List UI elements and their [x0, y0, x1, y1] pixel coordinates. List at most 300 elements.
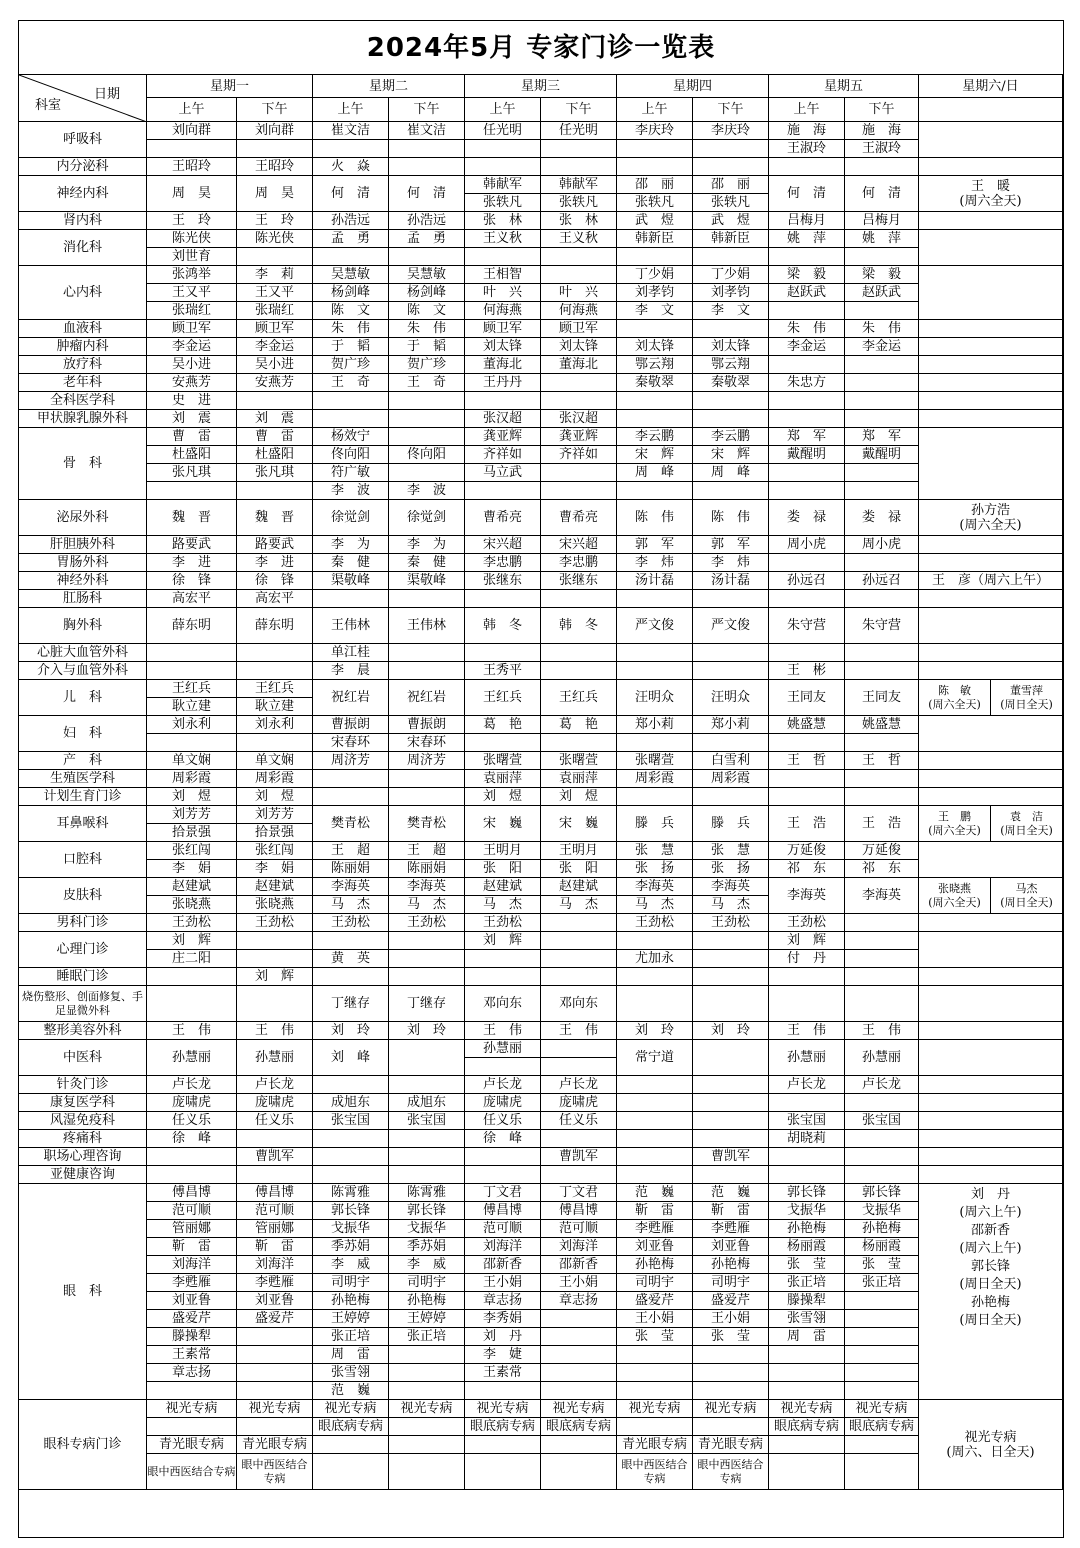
schedule-cell	[617, 788, 693, 806]
weekend-cell: 马杰 (周日全天)	[991, 878, 1063, 914]
schedule-cell: 杨丽霞	[769, 1238, 845, 1256]
schedule-cell: 孙艳梅	[845, 1220, 919, 1238]
schedule-cell	[313, 968, 389, 986]
schedule-cell: 马 杰	[313, 896, 389, 914]
schedule-cell: 张 莹	[617, 1328, 693, 1346]
schedule-cell: 韩新臣	[617, 230, 693, 248]
schedule-cell: 王 哲	[845, 752, 919, 770]
pm-header: 下午	[693, 98, 769, 122]
schedule-cell: 庞啸虎	[465, 1094, 541, 1112]
page-title: 2024年5月 专家门诊一览表	[19, 21, 1063, 75]
schedule-cell	[147, 968, 237, 986]
schedule-cell	[389, 1130, 465, 1148]
weekend-eye-line: 孙艳梅	[970, 1295, 1010, 1310]
schedule-cell: 王 彬	[769, 662, 845, 680]
schedule-cell: 丁继存	[389, 986, 465, 1022]
schedule-cell	[313, 140, 389, 158]
schedule-cell: 张 林	[541, 212, 617, 230]
schedule-cell: 王丹丹	[465, 374, 541, 392]
schedule-cell: 李金运	[845, 338, 919, 356]
schedule-cell: 任光明	[541, 122, 617, 140]
schedule-cell	[617, 968, 693, 986]
schedule-cell: 章志扬	[541, 1292, 617, 1310]
schedule-cell	[845, 1382, 919, 1400]
weekend-cell: 袁 洁 (周日全天)	[991, 806, 1063, 842]
schedule-cell	[769, 248, 845, 266]
day-header: 星期一	[147, 75, 313, 98]
schedule-cell: 路要武	[237, 536, 313, 554]
schedule-cell: 王素常	[147, 1346, 237, 1364]
schedule-cell: 李海英	[845, 878, 919, 914]
weekend-cell: 陈 敏 (周六全天)	[919, 680, 991, 716]
schedule-cell: 眼底病专病	[313, 1418, 389, 1436]
schedule-cell: 孙慧丽	[237, 1040, 313, 1076]
schedule-cell: 王劲松	[769, 914, 845, 932]
schedule-cell: 尤加永	[617, 950, 693, 968]
schedule-cell	[465, 734, 541, 752]
schedule-cell	[693, 410, 769, 428]
schedule-cell	[617, 158, 693, 176]
schedule-cell: 韩 冬	[465, 608, 541, 644]
schedule-cell	[617, 1148, 693, 1166]
schedule-cell: 王秀平	[465, 662, 541, 680]
schedule-cell: 孙远召	[769, 572, 845, 590]
schedule-cell	[389, 410, 465, 428]
schedule-cell: 于 韬	[389, 338, 465, 356]
schedule-cell	[237, 482, 313, 500]
schedule-cell: 李 晨	[313, 662, 389, 680]
schedule-cell: 李 波	[389, 482, 465, 500]
schedule-cell: 宋春环	[313, 734, 389, 752]
schedule-cell: 韩新臣	[693, 230, 769, 248]
schedule-cell: 葛 艳	[465, 716, 541, 734]
schedule-cell: 李海英	[769, 878, 845, 914]
schedule-cell	[389, 662, 465, 680]
schedule-cell: 丁文君	[465, 1184, 541, 1202]
schedule-cell	[693, 734, 769, 752]
schedule-cell	[389, 140, 465, 158]
schedule-cell: 刘永利	[147, 716, 237, 734]
weekend-cell	[919, 1148, 1063, 1166]
schedule-cell	[389, 644, 465, 662]
schedule-cell: 李甦雁	[693, 1220, 769, 1238]
day-header: 星期二	[313, 75, 465, 98]
schedule-cell: 王劲松	[465, 914, 541, 932]
schedule-cell	[541, 1346, 617, 1364]
schedule-cell: 王 伟	[465, 1022, 541, 1040]
schedule-cell	[389, 770, 465, 788]
schedule-cell	[769, 644, 845, 662]
schedule-cell: 秦 健	[389, 554, 465, 572]
department-name: 计划生育门诊	[19, 788, 147, 806]
schedule-cell: 视光专病	[465, 1400, 541, 1418]
schedule-cell	[769, 410, 845, 428]
schedule-cell: 靳 雷	[617, 1202, 693, 1220]
department-name: 胸外科	[19, 608, 147, 644]
schedule-cell: 戈振华	[769, 1202, 845, 1220]
schedule-cell	[389, 1040, 465, 1076]
schedule-cell: 王 伟	[769, 1022, 845, 1040]
schedule-cell: 于 韬	[313, 338, 389, 356]
schedule-cell	[617, 1076, 693, 1094]
schedule-cell: 王劲松	[237, 914, 313, 932]
schedule-cell	[617, 392, 693, 410]
schedule-cell	[617, 1364, 693, 1382]
am-header: 上午	[313, 98, 389, 122]
schedule-cell: 孟 勇	[313, 230, 389, 248]
am-header: 上午	[465, 98, 541, 122]
schedule-cell: 崔文洁	[389, 122, 465, 140]
schedule-cell: 张轶凡	[465, 194, 541, 212]
schedule-cell: 曹振朗	[389, 716, 465, 734]
pm-header: 下午	[541, 98, 617, 122]
schedule-cell: 眼底病专病	[769, 1418, 845, 1436]
schedule-cell	[389, 1166, 465, 1184]
schedule-cell	[313, 248, 389, 266]
schedule-cell	[845, 770, 919, 788]
schedule-cell: 王昭玲	[237, 158, 313, 176]
schedule-cell: 王 伟	[541, 1022, 617, 1040]
schedule-cell: 王昭玲	[147, 158, 237, 176]
schedule-cell	[465, 482, 541, 500]
weekend-cell	[919, 770, 1063, 788]
schedule-cell	[147, 1382, 237, 1400]
department-name: 老年科	[19, 374, 147, 392]
department-name: 整形美容外科	[19, 1022, 147, 1040]
schedule-cell: 张 莹	[845, 1256, 919, 1274]
schedule-cell: 樊青松	[389, 806, 465, 842]
schedule-cell	[845, 410, 919, 428]
schedule-cell: 王 伟	[147, 1022, 237, 1040]
schedule-cell	[845, 788, 919, 806]
schedule-cell: 任义乐	[541, 1112, 617, 1130]
schedule-cell: 黄 英	[313, 950, 389, 968]
schedule-cell: 龚亚辉	[541, 428, 617, 446]
department-name: 康复医学科	[19, 1094, 147, 1112]
weekend-cell	[919, 716, 1063, 752]
department-name: 神经内科	[19, 176, 147, 212]
schedule-cell	[237, 932, 313, 950]
schedule-cell: 孙慧丽	[769, 1040, 845, 1076]
schedule-cell: 齐祥如	[465, 446, 541, 464]
schedule-cell: 周 雷	[313, 1346, 389, 1364]
schedule-cell	[541, 1364, 617, 1382]
schedule-cell: 王红兵	[237, 680, 313, 698]
schedule-cell	[147, 644, 237, 662]
schedule-cell: 渠敬峰	[313, 572, 389, 590]
schedule-cell: 张 阳	[465, 860, 541, 878]
weekend-cell	[919, 968, 1063, 986]
schedule-cell: 姚盛慧	[845, 716, 919, 734]
schedule-cell	[769, 356, 845, 374]
schedule-cell: 叶 兴	[541, 284, 617, 302]
schedule-cell: 管丽娜	[237, 1220, 313, 1238]
schedule-cell	[845, 374, 919, 392]
schedule-cell	[237, 1382, 313, 1400]
schedule-cell: 徐 锋	[147, 572, 237, 590]
schedule-cell: 傅昌博	[541, 1202, 617, 1220]
pm-header: 下午	[389, 98, 465, 122]
schedule-cell	[845, 1328, 919, 1346]
schedule-cell: 傅昌博	[237, 1184, 313, 1202]
schedule-cell: 龚亚辉	[465, 428, 541, 446]
schedule-cell	[845, 158, 919, 176]
department-name: 妇 科	[19, 716, 147, 752]
schedule-cell	[541, 1382, 617, 1400]
am-header: 上午	[147, 98, 237, 122]
schedule-cell: 王 超	[389, 842, 465, 860]
schedule-cell: 郑 军	[845, 428, 919, 446]
schedule-cell: 王 奇	[389, 374, 465, 392]
department-name: 肝胆胰外科	[19, 536, 147, 554]
schedule-cell: 单文娴	[237, 752, 313, 770]
pm-header: 下午	[237, 98, 313, 122]
weekend-cell: 孙方浩 (周六全天)	[919, 500, 1063, 536]
schedule-cell: 周济芳	[313, 752, 389, 770]
weekend-cell	[919, 590, 1063, 608]
schedule-cell: 刘芳芳	[237, 806, 313, 824]
weekend-eye-line: (周日全天)	[959, 1313, 1022, 1328]
schedule-cell: 张继东	[541, 572, 617, 590]
schedule-cell: 史 进	[147, 392, 237, 410]
schedule-cell: 孙艳梅	[769, 1220, 845, 1238]
schedule-cell	[465, 1454, 541, 1490]
schedule-cell: 祝红岩	[313, 680, 389, 716]
schedule-cell: 火 焱	[313, 158, 389, 176]
schedule-cell	[693, 1418, 769, 1436]
schedule-cell: 周济芳	[389, 752, 465, 770]
schedule-cell	[617, 1418, 693, 1436]
schedule-cell: 眼中西医结合专病	[617, 1454, 693, 1490]
schedule-cell: 耿立建	[237, 698, 313, 716]
schedule-cell: 王 玲	[237, 212, 313, 230]
schedule-cell: 杨剑峰	[389, 284, 465, 302]
schedule-cell: 刘 震	[237, 410, 313, 428]
schedule-cell: 姚 萍	[845, 230, 919, 248]
schedule-cell: 李甦雁	[147, 1274, 237, 1292]
schedule-cell: 张继东	[465, 572, 541, 590]
schedule-cell: 董海北	[465, 356, 541, 374]
schedule-cell: 郑小莉	[617, 716, 693, 734]
schedule-cell: 张瑞红	[147, 302, 237, 320]
weekend-cell	[919, 374, 1063, 392]
schedule-cell: 王同友	[845, 680, 919, 716]
schedule-cell: 赵建斌	[541, 878, 617, 896]
schedule-cell: 盛爱芹	[147, 1310, 237, 1328]
schedule-cell	[845, 1292, 919, 1310]
schedule-cell: 李 为	[389, 536, 465, 554]
schedule-cell: 刘太锋	[693, 338, 769, 356]
schedule-cell: 刘 辉	[147, 932, 237, 950]
schedule-cell	[845, 662, 919, 680]
weekend-cell	[919, 1076, 1063, 1094]
schedule-cell: 眼中西医结合专病	[237, 1454, 313, 1490]
schedule-cell	[769, 734, 845, 752]
schedule-cell: 张曙萱	[617, 752, 693, 770]
schedule-cell	[845, 392, 919, 410]
schedule-cell: 陈光侠	[147, 230, 237, 248]
department-name: 肛肠科	[19, 590, 147, 608]
schedule-cell: 傅昌博	[147, 1184, 237, 1202]
schedule-cell	[769, 302, 845, 320]
schedule-cell: 樊青松	[313, 806, 389, 842]
schedule-cell: 叶 兴	[465, 284, 541, 302]
schedule-cell: 刘 辉	[237, 968, 313, 986]
schedule-cell: 庞啸虎	[237, 1094, 313, 1112]
schedule-cell: 王伟林	[313, 608, 389, 644]
schedule-cell: 刘 辉	[465, 932, 541, 950]
schedule-cell	[237, 140, 313, 158]
schedule-cell: 杨丽霞	[845, 1238, 919, 1256]
weekend-cell	[919, 212, 1063, 230]
weekend-cell	[919, 1040, 1063, 1076]
schedule-cell: 王伟林	[389, 608, 465, 644]
weekend-eye-line: 郭长锋	[970, 1259, 1010, 1274]
weekend-cell	[919, 914, 1063, 932]
department-name: 胃肠外科	[19, 554, 147, 572]
schedule-cell: 高宏平	[237, 590, 313, 608]
department-name: 针灸门诊	[19, 1076, 147, 1094]
schedule-cell: 魏 晋	[147, 500, 237, 536]
schedule-cell: 张雪翎	[769, 1310, 845, 1328]
schedule-cell: 杨剑峰	[313, 284, 389, 302]
schedule-cell: 视光专病	[313, 1400, 389, 1418]
schedule-cell	[845, 1310, 919, 1328]
schedule-cell: 曹希亮	[465, 500, 541, 536]
schedule-cell	[845, 554, 919, 572]
department-name: 皮肤科	[19, 878, 147, 914]
schedule-cell: 刘 玲	[693, 1022, 769, 1040]
schedule-cell: 视光专病	[617, 1400, 693, 1418]
schedule-cell: 王婷婷	[389, 1310, 465, 1328]
schedule-cell: 徐 锋	[237, 572, 313, 590]
schedule-cell: 严文俊	[617, 608, 693, 644]
schedule-cell	[237, 950, 313, 968]
schedule-cell: 陈霄雅	[389, 1184, 465, 1202]
corner-dept-label: 科室	[35, 98, 62, 113]
schedule-cell	[237, 392, 313, 410]
weekend-cell: 张晓燕 (周六全天)	[919, 878, 991, 914]
day-header: 星期三	[465, 75, 617, 98]
schedule-cell	[693, 1364, 769, 1382]
schedule-cell: 李 进	[237, 554, 313, 572]
schedule-cell: 郑 军	[769, 428, 845, 446]
schedule-cell: 单文娴	[147, 752, 237, 770]
schedule-cell	[237, 1130, 313, 1148]
schedule-cell: 王红兵	[465, 680, 541, 716]
schedule-cell: 靳 雷	[237, 1238, 313, 1256]
weekend-cell	[919, 536, 1063, 554]
schedule-cell: 刘向群	[237, 122, 313, 140]
corner-date-label: 日期	[93, 87, 120, 102]
schedule-cell: 周小虎	[845, 536, 919, 554]
schedule-cell: 姚 萍	[769, 230, 845, 248]
schedule-cell: 王劲松	[389, 914, 465, 932]
schedule-cell	[617, 482, 693, 500]
weekend-cell	[919, 356, 1063, 374]
schedule-cell	[845, 968, 919, 986]
schedule-cell: 郭 军	[617, 536, 693, 554]
schedule-cell	[693, 1346, 769, 1364]
schedule-cell: 周彩霞	[693, 770, 769, 788]
department-name: 疼痛科	[19, 1130, 147, 1148]
schedule-cell: 崔文洁	[313, 122, 389, 140]
day-header: 星期六/日	[919, 75, 1063, 98]
schedule-cell: 邵 丽	[617, 176, 693, 194]
schedule-cell	[769, 1436, 845, 1454]
schedule-cell	[693, 320, 769, 338]
schedule-cell	[845, 482, 919, 500]
schedule-cell: 严文俊	[693, 608, 769, 644]
schedule-cell: 王 奇	[313, 374, 389, 392]
schedule-cell	[541, 1328, 617, 1346]
schedule-cell: 周 昊	[237, 176, 313, 212]
schedule-cell: 汪明众	[617, 680, 693, 716]
pm-header: 下午	[845, 98, 919, 122]
schedule-cell: 刘海洋	[237, 1256, 313, 1274]
schedule-cell: 周小虎	[769, 536, 845, 554]
schedule-table	[19, 75, 1063, 1537]
schedule-cell: 高宏平	[147, 590, 237, 608]
schedule-cell	[693, 1112, 769, 1130]
schedule-cell: 刘 玲	[617, 1022, 693, 1040]
schedule-cell: 张正培	[845, 1274, 919, 1292]
schedule-sheet	[18, 20, 1064, 1538]
weekend-cell: 王 暖 (周六全天)	[919, 176, 1063, 212]
schedule-cell	[541, 482, 617, 500]
schedule-cell	[313, 788, 389, 806]
schedule-cell	[693, 986, 769, 1022]
schedule-cell	[147, 986, 237, 1022]
schedule-cell: 曹振朗	[313, 716, 389, 734]
schedule-cell: 陈丽娟	[313, 860, 389, 878]
schedule-cell: 范可顺	[465, 1220, 541, 1238]
schedule-cell: 张鸿举	[147, 266, 237, 284]
schedule-cell	[541, 140, 617, 158]
schedule-cell: 王劲松	[147, 914, 237, 932]
schedule-cell: 张晓燕	[237, 896, 313, 914]
schedule-cell	[845, 1130, 919, 1148]
department-name: 生殖医学科	[19, 770, 147, 788]
schedule-cell: 张正培	[313, 1328, 389, 1346]
schedule-cell: 张轶凡	[617, 194, 693, 212]
weekend-cell	[919, 932, 1063, 968]
schedule-cell: 陈 文	[389, 302, 465, 320]
weekend-cell	[919, 428, 1063, 500]
schedule-cell	[541, 1454, 617, 1490]
weekend-cell: 视光专病 (周六、日全天)	[919, 1400, 1063, 1490]
schedule-cell	[389, 1382, 465, 1400]
schedule-cell	[465, 1436, 541, 1454]
schedule-cell	[693, 1166, 769, 1184]
schedule-cell: 章志扬	[465, 1292, 541, 1310]
schedule-cell: 陈光侠	[237, 230, 313, 248]
schedule-cell	[845, 950, 919, 968]
schedule-cell: 董海北	[541, 356, 617, 374]
department-name: 心脏大血管外科	[19, 644, 147, 662]
schedule-cell: 顾卫军	[237, 320, 313, 338]
schedule-cell: 王相智	[465, 266, 541, 284]
weekend-cell	[919, 662, 1063, 680]
schedule-cell: 眼中西医结合专病	[147, 1454, 237, 1490]
schedule-cell: 曹希亮	[541, 500, 617, 536]
schedule-cell: 李海英	[617, 878, 693, 896]
schedule-cell	[617, 1112, 693, 1130]
schedule-cell	[389, 950, 465, 968]
schedule-cell: 卢长龙	[769, 1076, 845, 1094]
schedule-cell: 马 杰	[693, 896, 769, 914]
schedule-cell: 徐觉剑	[389, 500, 465, 536]
